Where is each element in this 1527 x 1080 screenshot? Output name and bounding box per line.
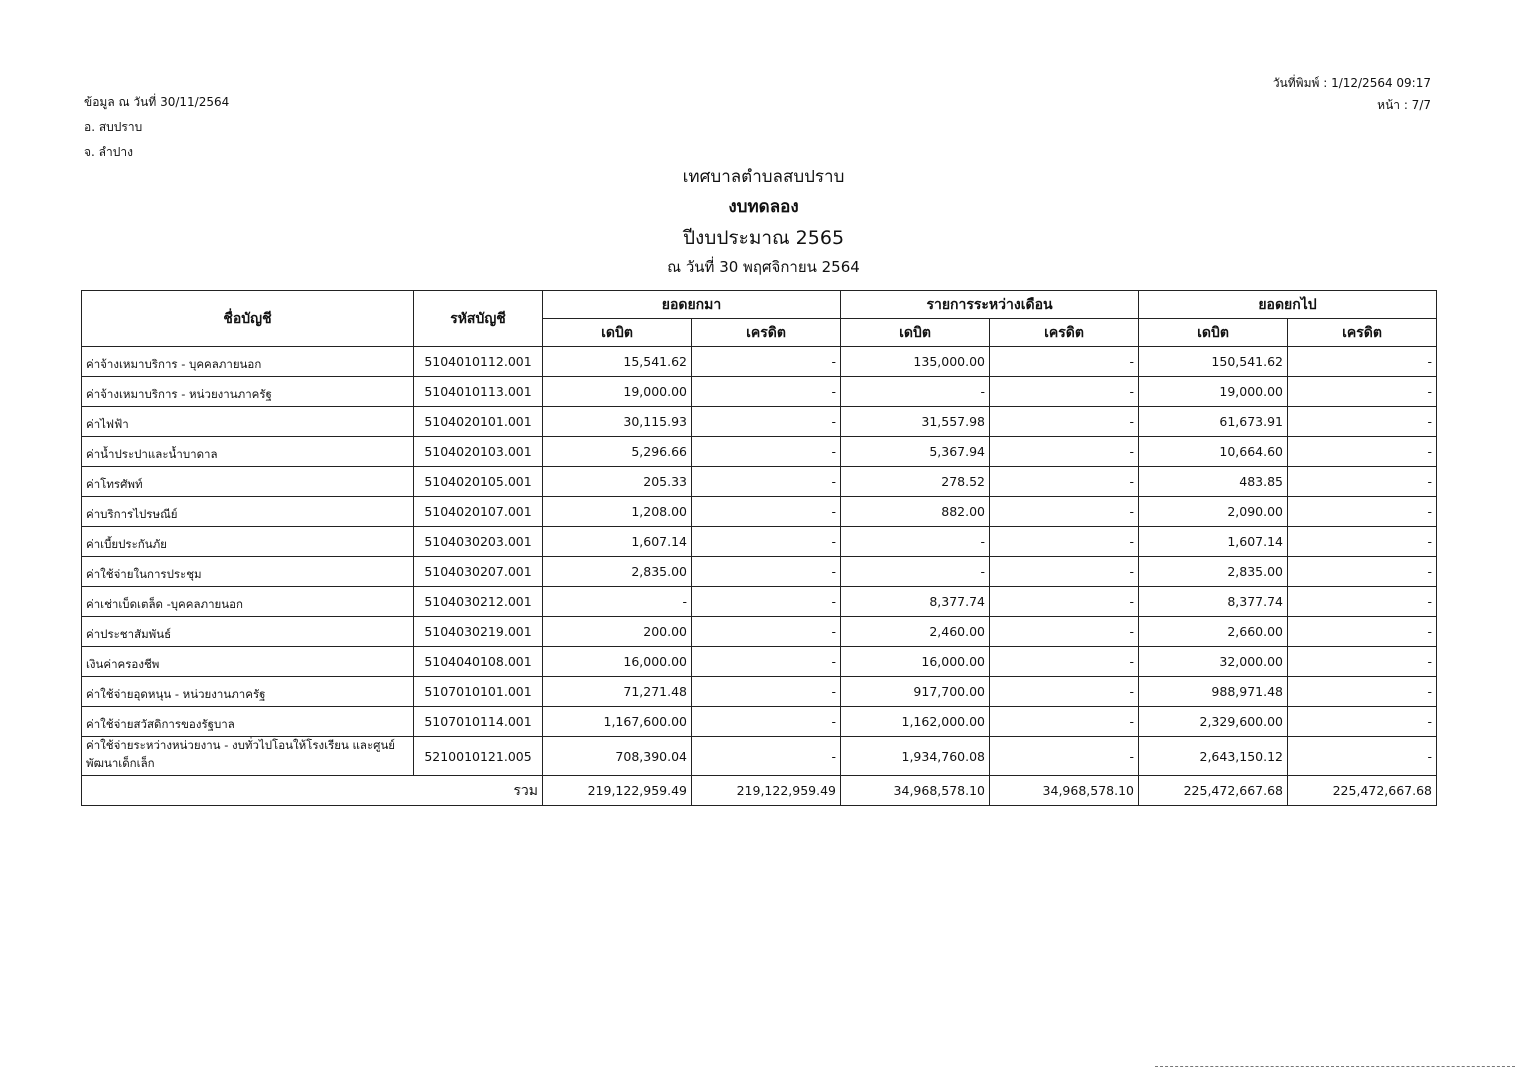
cf-credit: - — [1288, 587, 1437, 617]
month-credit: - — [990, 617, 1139, 647]
bf-debit: 19,000.00 — [543, 377, 692, 407]
cf-debit: 2,643,150.12 — [1139, 737, 1288, 776]
account-code: 5104010113.001 — [414, 377, 543, 407]
month-credit: - — [990, 647, 1139, 677]
cf-credit: - — [1288, 527, 1437, 557]
bf-credit: - — [692, 707, 841, 737]
total-month-credit: 34,968,578.10 — [990, 776, 1139, 806]
cf-debit: 483.85 — [1139, 467, 1288, 497]
month-credit: - — [990, 587, 1139, 617]
table-row — [82, 677, 1437, 707]
month-debit: - — [841, 377, 990, 407]
bf-credit: - — [692, 497, 841, 527]
header-account-code: รหัสบัญชี — [414, 291, 543, 347]
month-credit: - — [990, 707, 1139, 737]
month-debit: 31,557.98 — [841, 407, 990, 437]
account-name: ค่าโทรศัพท์ — [82, 467, 414, 497]
bf-debit: 200.00 — [543, 617, 692, 647]
cf-debit: 61,673.91 — [1139, 407, 1288, 437]
header-debit: เดบิต — [543, 319, 692, 347]
month-credit: - — [990, 377, 1139, 407]
account-code: 5104020101.001 — [414, 407, 543, 437]
table-row — [82, 527, 1437, 557]
account-name: ค่าใช้จ่ายสวัสดิการของรัฐบาล — [82, 707, 414, 737]
month-debit: 5,367.94 — [841, 437, 990, 467]
header-during-month: รายการระหว่างเดือน — [841, 291, 1139, 319]
cf-debit: 2,835.00 — [1139, 557, 1288, 587]
month-credit: - — [990, 557, 1139, 587]
month-credit: - — [990, 347, 1139, 377]
cf-credit: - — [1288, 647, 1437, 677]
report-titles — [0, 162, 1527, 280]
bf-credit: - — [692, 587, 841, 617]
bf-credit: - — [692, 377, 841, 407]
total-bf-debit: 219,122,959.49 — [543, 776, 692, 806]
month-debit: 917,700.00 — [841, 677, 990, 707]
month-credit: - — [990, 677, 1139, 707]
cf-debit: 32,000.00 — [1139, 647, 1288, 677]
bf-credit: - — [692, 737, 841, 776]
bf-debit: 15,541.62 — [543, 347, 692, 377]
district: อ. สบปราบ — [84, 120, 143, 134]
bf-debit: 1,167,600.00 — [543, 707, 692, 737]
month-credit: - — [990, 497, 1139, 527]
total-bf-credit: 219,122,959.49 — [692, 776, 841, 806]
cf-credit: - — [1288, 557, 1437, 587]
account-name: ค่าใช้จ่ายในการประชุม — [82, 557, 414, 587]
bf-credit: - — [692, 347, 841, 377]
account-name: ค่าบริการไปรษณีย์ — [82, 497, 414, 527]
table-row — [82, 617, 1437, 647]
header-carried-forward: ยอดยกไป — [1139, 291, 1437, 319]
table-row — [82, 497, 1437, 527]
account-name: ค่าไฟฟ้า — [82, 407, 414, 437]
account-code: 5104030212.001 — [414, 587, 543, 617]
cf-credit: - — [1288, 707, 1437, 737]
cf-debit: 10,664.60 — [1139, 437, 1288, 467]
account-code: 5107010114.001 — [414, 707, 543, 737]
bf-debit: 2,835.00 — [543, 557, 692, 587]
month-debit: 882.00 — [841, 497, 990, 527]
bf-credit: - — [692, 467, 841, 497]
bf-credit: - — [692, 527, 841, 557]
data-date: ข้อมูล ณ วันที่ 30/11/2564 — [84, 95, 230, 109]
bf-debit: 71,271.48 — [543, 677, 692, 707]
month-debit: 1,934,760.08 — [841, 737, 990, 776]
month-credit: - — [990, 527, 1139, 557]
trial-balance-table — [81, 290, 1437, 806]
account-name: ค่าเบี้ยประกันภัย — [82, 527, 414, 557]
bf-debit: - — [543, 587, 692, 617]
cf-debit: 1,607.14 — [1139, 527, 1288, 557]
bf-debit: 708,390.04 — [543, 737, 692, 776]
table-row — [82, 407, 1437, 437]
cf-credit: - — [1288, 677, 1437, 707]
bf-debit: 30,115.93 — [543, 407, 692, 437]
cf-debit: 2,660.00 — [1139, 617, 1288, 647]
cf-debit: 2,090.00 — [1139, 497, 1288, 527]
cf-debit: 988,971.48 — [1139, 677, 1288, 707]
header-account-name: ชื่อบัญชี — [82, 291, 414, 347]
fiscal-year: ปีงบประมาณ 2565 — [682, 227, 845, 249]
account-code: 5104010112.001 — [414, 347, 543, 377]
account-code: 5104020105.001 — [414, 467, 543, 497]
account-name: ค่าใช้จ่ายระหว่างหน่วยงาน - งบทั่วไปโอนให้โรงเรียน และศูนย์พัฒนาเด็กเล็ก — [82, 737, 414, 776]
header-debit: เดบิต — [841, 319, 990, 347]
total-row — [82, 776, 1437, 806]
bf-credit: - — [692, 617, 841, 647]
cf-debit: 2,329,600.00 — [1139, 707, 1288, 737]
account-code: 5210010121.005 — [414, 737, 543, 776]
cf-credit: - — [1288, 497, 1437, 527]
table-row — [82, 347, 1437, 377]
account-name: ค่าเช่าเบ็ดเตล็ด -บุคคลภายนอก — [82, 587, 414, 617]
bf-credit: - — [692, 557, 841, 587]
account-code: 5104030207.001 — [414, 557, 543, 587]
table-row — [82, 377, 1437, 407]
bf-credit: - — [692, 437, 841, 467]
bf-debit: 16,000.00 — [543, 647, 692, 677]
total-month-debit: 34,968,578.10 — [841, 776, 990, 806]
account-name: ค่าจ้างเหมาบริการ - บุคคลภายนอก — [82, 347, 414, 377]
account-name: ค่าใช้จ่ายอุดหนุน - หน่วยงานภาครัฐ — [82, 677, 414, 707]
month-debit: - — [841, 557, 990, 587]
table-row — [82, 707, 1437, 737]
total-label: รวม — [82, 776, 543, 806]
table-row — [82, 737, 1437, 776]
total-cf-debit: 225,472,667.68 — [1139, 776, 1288, 806]
cf-credit: - — [1288, 377, 1437, 407]
bf-debit: 205.33 — [543, 467, 692, 497]
table-header-row — [82, 291, 1437, 319]
account-code: 5104020107.001 — [414, 497, 543, 527]
cf-credit: - — [1288, 617, 1437, 647]
cf-debit: 8,377.74 — [1139, 587, 1288, 617]
report-title: งบทดลอง — [728, 197, 799, 217]
month-credit: - — [990, 407, 1139, 437]
month-debit: 2,460.00 — [841, 617, 990, 647]
account-name: เงินค่าครองชีพ — [82, 647, 414, 677]
month-credit: - — [990, 437, 1139, 467]
header-debit: เดบิต — [1139, 319, 1288, 347]
cf-debit: 150,541.62 — [1139, 347, 1288, 377]
total-cf-credit: 225,472,667.68 — [1288, 776, 1437, 806]
month-credit: - — [990, 467, 1139, 497]
month-debit: 8,377.74 — [841, 587, 990, 617]
account-code: 5104020103.001 — [414, 437, 543, 467]
bf-credit: - — [692, 677, 841, 707]
account-name: ค่าน้ำประปาและน้ำบาดาล — [82, 437, 414, 467]
bf-debit: 1,607.14 — [543, 527, 692, 557]
bf-credit: - — [692, 407, 841, 437]
account-name: ค่าจ้างเหมาบริการ - หน่วยงานภาครัฐ — [82, 377, 414, 407]
bf-debit: 5,296.66 — [543, 437, 692, 467]
cf-credit: - — [1288, 347, 1437, 377]
table-body — [82, 347, 1437, 806]
report-meta-right — [1273, 72, 1431, 116]
table-row — [82, 437, 1437, 467]
account-name: ค่าประชาสัมพันธ์ — [82, 617, 414, 647]
table-row — [82, 467, 1437, 497]
province: จ. ลำปาง — [84, 145, 133, 159]
header-brought-forward: ยอดยกมา — [543, 291, 841, 319]
as-of-date: ณ วันที่ 30 พฤศจิกายน 2564 — [667, 258, 860, 276]
bf-debit: 1,208.00 — [543, 497, 692, 527]
print-date: วันที่พิมพ์ : 1/12/2564 09:17 — [1272, 76, 1431, 90]
bf-credit: - — [692, 647, 841, 677]
header-credit: เครดิต — [990, 319, 1139, 347]
month-credit: - — [990, 737, 1139, 776]
table-row — [82, 647, 1437, 677]
cf-credit: - — [1288, 737, 1437, 776]
header-credit: เครดิต — [692, 319, 841, 347]
scan-artifact-line — [1155, 1066, 1515, 1068]
header-credit: เครดิต — [1288, 319, 1437, 347]
table-row — [82, 587, 1437, 617]
account-code: 5104030203.001 — [414, 527, 543, 557]
report-meta-left — [84, 90, 229, 165]
table-row — [82, 557, 1437, 587]
month-debit: - — [841, 527, 990, 557]
cf-credit: - — [1288, 437, 1437, 467]
month-debit: 16,000.00 — [841, 647, 990, 677]
cf-debit: 19,000.00 — [1139, 377, 1288, 407]
cf-credit: - — [1288, 407, 1437, 437]
account-code: 5104030219.001 — [414, 617, 543, 647]
month-debit: 1,162,000.00 — [841, 707, 990, 737]
account-code: 5104040108.001 — [414, 647, 543, 677]
account-code: 5107010101.001 — [414, 677, 543, 707]
month-debit: 278.52 — [841, 467, 990, 497]
organization-name: เทศบาลตำบลสบปราบ — [682, 167, 845, 187]
month-debit: 135,000.00 — [841, 347, 990, 377]
cf-credit: - — [1288, 467, 1437, 497]
page-number: หน้า : 7/7 — [1377, 98, 1431, 112]
